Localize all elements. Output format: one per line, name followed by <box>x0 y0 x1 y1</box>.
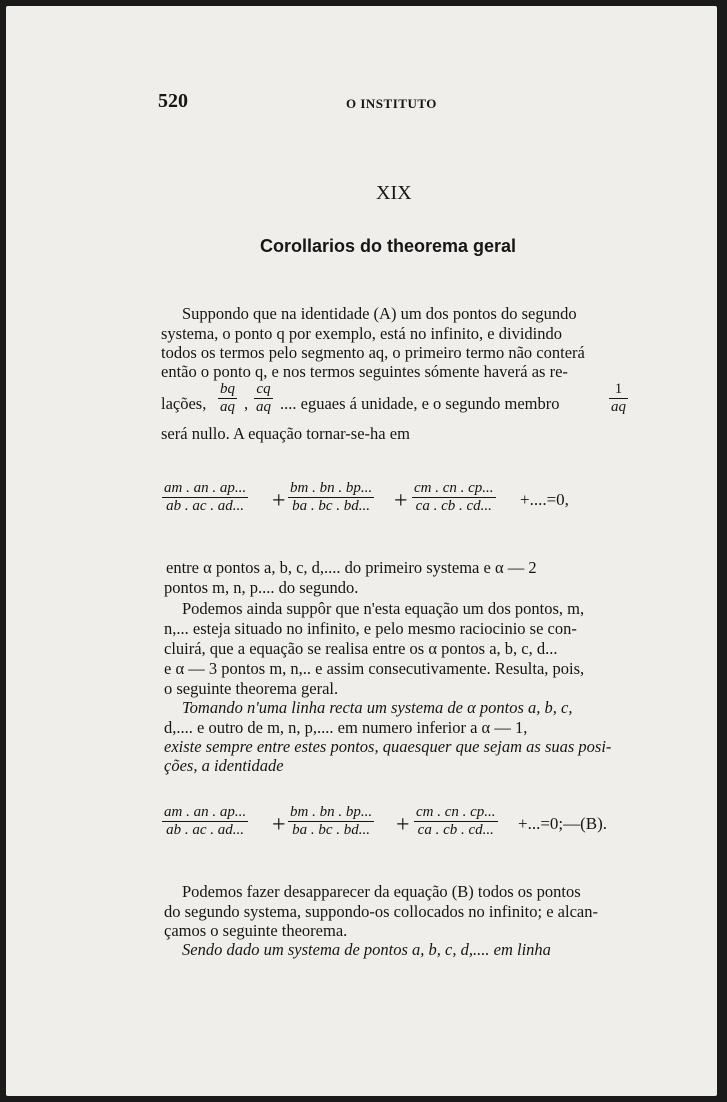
text-line: Suppondo que na identidade (A) um dos pontos do segundo <box>182 304 577 323</box>
text-line: então o ponto q, e nos termos seguintes sómente haverá as re- <box>161 362 568 381</box>
section-number: XIX <box>376 182 412 204</box>
eq2-fraction-3: $\frac{cm . cn . cp...}{ca . cb . cd...}$ <box>416 804 496 838</box>
page-number: 520 <box>158 90 188 112</box>
fraction-bq-aq: $\frac{bq}{aq}$ <box>220 381 235 415</box>
eq1-fraction-2: $\frac{bm . bn . bp...}{ba . bc . bd...}$ <box>290 480 373 514</box>
eq1-fraction-3: $\frac{cm . cn . cp...}{ca . cb . cd...}$ <box>414 480 494 514</box>
fraction-cq-aq: $\frac{cq}{aq}$ <box>256 381 271 415</box>
text-line: será nullo. A equação tornar-se-ha em <box>161 424 410 443</box>
document-page <box>6 6 717 1096</box>
text-line: do segundo systema, suppondo-os collocados no infinito; e alcan- <box>164 902 598 921</box>
eq1-fraction-1: $\frac{am . an . ap...}{ab . ac . ad...}$ <box>164 480 247 514</box>
text-line: ções, a identidade <box>164 756 284 775</box>
text-line: .... eguaes á unidade, e o segundo membro <box>280 394 560 413</box>
plus-sign: + <box>396 812 410 838</box>
text-line: o seguinte theorema geral. <box>164 679 339 698</box>
text-line: systema, o ponto q por exemplo, está no infinito, e dividindo <box>161 324 562 343</box>
text-line: cluirá, que a equação se realisa entre os α pontos a, b, c, d... <box>164 639 558 658</box>
eq1-tail: +....=0, <box>520 490 569 509</box>
eq2-fraction-1: $\frac{am . an . ap...}{ab . ac . ad...}$ <box>164 804 247 838</box>
text-line: pontos m, n, p.... do segundo. <box>164 578 359 597</box>
plus-sign: + <box>272 488 286 514</box>
plus-sign: + <box>394 488 408 514</box>
text-line: Sendo dado um systema de pontos a, b, c, d,.... em linha <box>182 940 551 959</box>
comma: , <box>244 394 249 413</box>
text-line: entre α pontos a, b, c, d,.... do primeiro systema e α — 2 <box>166 558 537 577</box>
text-line: todos os termos pelo segmento aq, o primeiro termo não conterá <box>161 343 585 362</box>
section-title: Corollarios do theorema geral <box>260 236 517 256</box>
fraction-1-aq: $\frac{1}{aq}$ <box>611 381 626 415</box>
text-line: Podemos fazer desapparecer da equação (B) todos os pontos <box>182 882 581 901</box>
text-line: d,.... e outro de m, n, p,.... em numero inferior a α — 1, <box>164 718 528 737</box>
eq2-tail: +...=0;—(B). <box>518 814 608 833</box>
text-line: n,... esteja situado no infinito, e pelo mesmo raciocinio se con- <box>164 619 577 638</box>
text-line: existe sempre entre estes pontos, quaesquer que sejam as suas posi- <box>164 737 612 756</box>
eq2-fraction-2: $\frac{bm . bn . bp...}{ba . bc . bd...}$ <box>290 804 373 838</box>
plus-sign: + <box>272 812 286 838</box>
text-line: Podemos ainda suppôr que n'esta equação um dos pontos, m, <box>182 599 585 618</box>
running-head: O INSTITUTO <box>346 96 437 111</box>
text-line: e α — 3 pontos m, n,.. e assim consecutivamente. Resulta, pois, <box>164 659 585 678</box>
text-line: çamos o seguinte theorema. <box>164 921 348 940</box>
text-line: Tomando n'uma linha recta um systema de α pontos a, b, c, <box>182 698 573 717</box>
text-line: lações, <box>161 394 207 413</box>
